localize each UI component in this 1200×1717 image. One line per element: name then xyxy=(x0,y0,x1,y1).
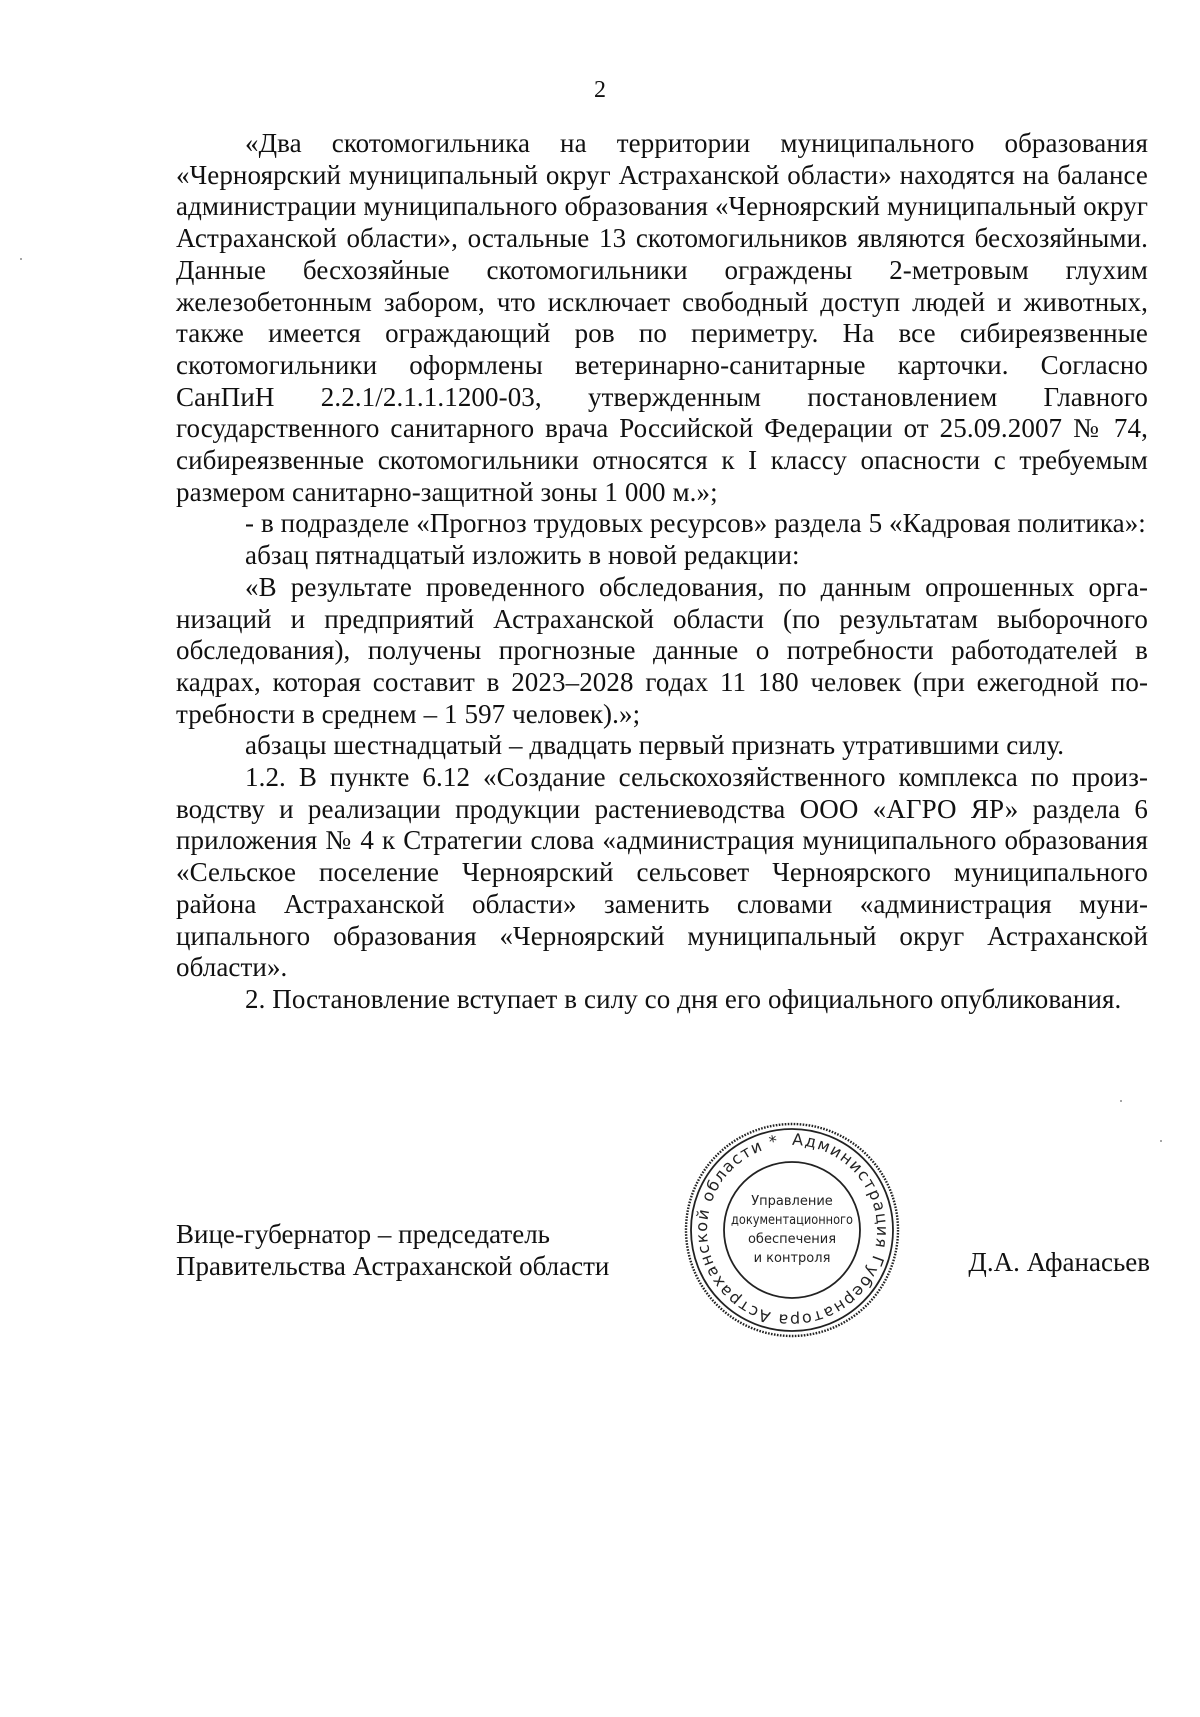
scan-speck xyxy=(1160,1140,1162,1142)
scan-speck xyxy=(1120,1100,1122,1102)
seal-center-line: обеспечения xyxy=(747,1232,837,1247)
body-paragraph: 1.2. В пункте 6.12 «Создание сельскохозяйственного комплекса по производству и реализации продукции растениеводства ООО «АГРО ЯР» раздела 6 приложения № 4 к Стратегии слова «администрация муниципального образования «Сельское поселение Черноярский сельсовет Черноярского муниципального района Астраханской области» заменить словами «администрация муниципального образования «Черноярский муниципальный округ Астраханской области». xyxy=(176,762,1148,983)
seal-inner-ring xyxy=(724,1162,860,1298)
seal-center-line: и контроля xyxy=(753,1251,831,1266)
signer-position-line2: Правительства Астраханской области xyxy=(176,1251,610,1281)
signer-position-line1: Вице-губернатор – председатель xyxy=(176,1219,550,1249)
body-paragraph: 2. Постановление вступает в силу со дня его официального опубликования. xyxy=(245,983,1122,1014)
signer-name: Д.А. Афанасьев xyxy=(968,1247,1150,1277)
seal-outer-ring xyxy=(686,1124,898,1336)
body-paragraph: абзац пятнадцатый изложить в новой редакции: xyxy=(245,540,800,571)
document-body xyxy=(176,128,1148,1016)
body-paragraph: абзацы шестнадцатый – двадцать первый признать утратившими силу. xyxy=(245,730,1065,761)
official-seal xyxy=(682,1120,902,1340)
scan-speck xyxy=(20,258,22,260)
seal-graphic xyxy=(682,1120,902,1340)
body-paragraph: - в подразделе «Прогноз трудовых ресурсов» раздела 5 «Кадровая политика»: xyxy=(245,508,1146,539)
seal-ring-text: Администрация Губернатора Астраханской области * xyxy=(691,1129,893,1331)
seal-center-line: Управление xyxy=(751,1194,833,1209)
body-paragraph: «Два скотомогильника на территории муниципального образования «Черноярский муниципальный округ Астраханской области» находятся на балансе администрации муниципального образования «Черноярский муниципальный округ Астраханской области», остальные 13 скотомогильников являются бесхозяйными. Данные бесхозяйные скотомогильники ограждены 2-метровым глухим железобетонным забором, что исключает свободный доступ людей и животных, также имеется ограждающий ров по периметру. На все сибиреязвенные скотомогильники оформлены ветеринарно-санитарные карточки. Согласно СанПиН 2.2.1/2.1.1.1200-03, утвержденным постановлением Главного государственного санитарного врача Российской Федерации от 25.09.2007 № 74, сибиреязвенные скотомогильники относятся к I классу опасности с требуемым размером санитарно-защитной зоны 1 000 м.»; xyxy=(176,128,1148,507)
seal-center-line: документационного xyxy=(731,1213,854,1228)
body-paragraph: «В результате проведенного обследования, по данным опрошенных организаций и предприятий Астраханской области (по результатам выборочного обследования), получены прогнозные данные о потребности работодателей в кадрах, которая составит в 2023–2028 годах 11 180 человек (при ежегодной потребности в среднем – 1 597 человек).»; xyxy=(176,571,1148,729)
signature-block xyxy=(176,1218,609,1282)
page-number: 2 xyxy=(594,77,606,103)
